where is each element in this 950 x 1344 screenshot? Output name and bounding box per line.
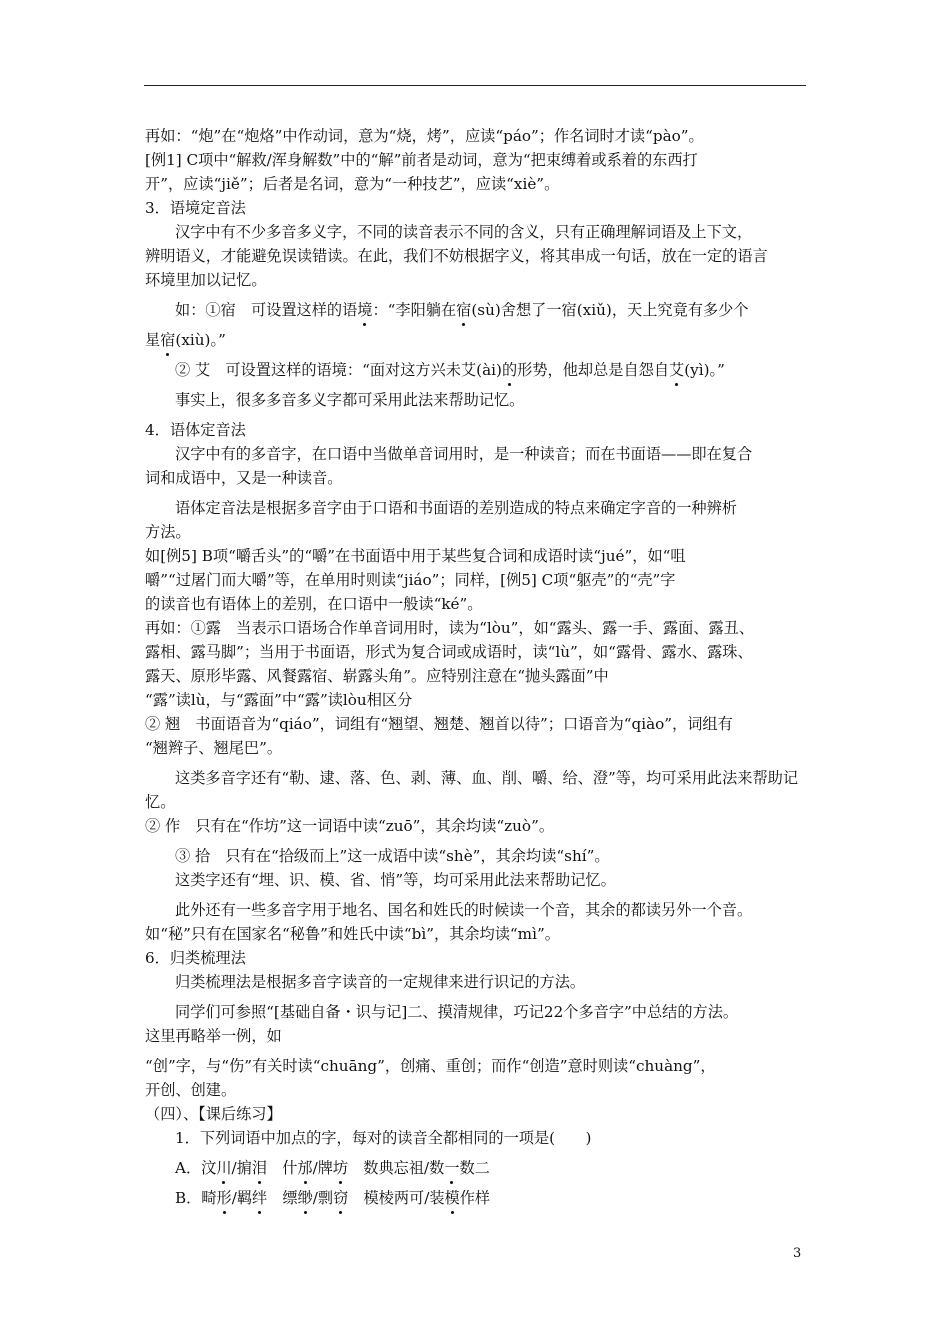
text-line: 归类梳理法是根据多音字读音的一定规律来进行识记的方法。 bbox=[175, 973, 586, 991]
emphasis-dot-char: 模 bbox=[445, 1186, 460, 1210]
page-number: 3 bbox=[793, 1246, 802, 1261]
text-line: 环境里加以记忆。 bbox=[145, 271, 267, 289]
text-line: 再如：“炮”在“炮烙”中作动词，意为“烧，烤”，应读“páo”；作名词时才读“pào”。 bbox=[145, 127, 704, 145]
text-line: 这里再略举一例，如 bbox=[145, 1027, 282, 1045]
text-line: 如：①宿 可设置这样的语境：“李阳躺在宿(sù)舍想了一宿(xiǔ)，天上究竟有多少个 bbox=[145, 298, 810, 322]
document-body bbox=[145, 124, 810, 1210]
text-line: 3．语境定音法 bbox=[145, 199, 246, 217]
text-line: （四）、【课后练习】 bbox=[145, 1105, 282, 1123]
emphasis-dot-char: 缈 bbox=[298, 1186, 313, 1210]
text-line: 词和成语中，又是一种读音。 bbox=[145, 469, 343, 487]
text-line: ② 艾 可设置这样的语境：“面对这方兴未艾(ài)的形势，他却总是自怨自艾(yì)。” bbox=[145, 358, 810, 382]
text-line: 的读音也有语体上的差别，在口语中一般读“ké”。 bbox=[145, 595, 483, 613]
text-line: A．汶川/掮泪 什邡/牌坊 数典忘祖/数一数二 bbox=[145, 1156, 810, 1180]
emphasis-dot-char: 泪 bbox=[252, 1156, 267, 1180]
text-line: 如“秘”只有在国家名“秘鲁”和姓氏中读“bì”，其余均读“mì”。 bbox=[145, 925, 560, 943]
text-line: 再如：①露 当表示口语场合作单音词用时，读为“lòu”，如“露头、露一手、露面、露丑、 bbox=[145, 619, 755, 637]
text-line: 辨明语义，才能避免误读错读。在此，我们不妨根据字义，将其串成一句话，放在一定的语言 bbox=[145, 247, 768, 265]
text-line: 忆。 bbox=[145, 793, 176, 811]
text-line: 开创、创建。 bbox=[145, 1081, 237, 1099]
text-line: 这类字还有“埋、识、模、省、悄”等，均可采用此法来帮助记忆。 bbox=[175, 871, 616, 889]
emphasis-dot-char: 艾 bbox=[669, 358, 684, 382]
emphasis-dot-char: 的 bbox=[502, 358, 517, 382]
emphasis-dot-char: 境 bbox=[357, 298, 372, 322]
emphasis-dot-char: 坊 bbox=[333, 1156, 348, 1180]
text-line: 如[例5] B项“嚼舌头”的“嚼”在书面语中用于某些复合词和成语时读“jué”，如“咀 bbox=[145, 547, 686, 565]
text-line: 6．归类梳理法 bbox=[145, 949, 246, 967]
text-line: 露相、露马脚”；当用于书面语，形式为复合词或成语时，读“lù”，如“露骨、露水、露珠、 bbox=[145, 643, 753, 661]
emphasis-dot-char: 宿 bbox=[160, 328, 175, 352]
text-line: 4．语体定音法 bbox=[145, 421, 246, 439]
text-line: “创”字，与“伤”有关时读“chuāng”，创痛、重创；而作“创造”意时则读“chuàng”， bbox=[145, 1057, 716, 1075]
header-rule bbox=[144, 85, 806, 86]
text-line: “翘辫子、翘尾巴”。 bbox=[145, 739, 283, 757]
text-line: 1．下列词语中加点的字，每对的读音全都相同的一项是( ) bbox=[175, 1129, 592, 1147]
emphasis-dot-char: 一 bbox=[444, 1156, 459, 1180]
emphasis-dot-char: 宿 bbox=[456, 298, 471, 322]
emphasis-dot-char: 邡 bbox=[297, 1156, 312, 1180]
text-line: 事实上，很多多音多义字都可采用此法来帮助记忆。 bbox=[175, 391, 525, 409]
text-line: 方法。 bbox=[145, 523, 191, 541]
text-line: B．畸形/羁绊 缥缈/剽窃 模棱两可/装模作样 bbox=[145, 1186, 810, 1210]
emphasis-dot-char: 绊 bbox=[252, 1186, 267, 1210]
text-line: 此外还有一些多音字用于地名、国名和姓氏的时候读一个音，其余的都读另外一个音。 bbox=[175, 901, 753, 919]
text-line: 同学们可参照“[基础自备・识与记]二、摸清规律，巧记22个多音字”中总结的方法。 bbox=[175, 1003, 739, 1021]
text-line: 这类多音字还有“勒、逮、落、色、剥、薄、血、削、嚼、给、澄”等，均可采用此法来帮助记 bbox=[175, 769, 799, 787]
emphasis-dot-char: 窃 bbox=[333, 1186, 348, 1210]
text-line: 嚼”“过屠门而大嚼”等，在单用时则读“jiáo”；同样，[例5] C项“躯壳”的“壳”字 bbox=[145, 571, 676, 589]
text-line: 汉字中有不少多音多义字，不同的读音表示不同的含义，只有正确理解词语及上下文， bbox=[175, 223, 753, 241]
text-line: 星宿(xiù)。” bbox=[145, 328, 810, 352]
text-line: ② 翘 书面语音为“qiáo”，词组有“翘望、翘楚、翘首以待”；口语音为“qiào”，词组有 bbox=[145, 715, 733, 733]
emphasis-dot-char: 川 bbox=[216, 1156, 231, 1180]
emphasis-dot-char: 形 bbox=[217, 1186, 232, 1210]
text-line: 开”，应读“jiě”；后者是名词，意为“一种技艺”，应读“xiè”。 bbox=[145, 175, 560, 193]
text-line: 汉字中有的多音字，在口语中当做单音词用时，是一种读音；而在书面语——即在复合 bbox=[175, 445, 753, 463]
text-line: ③ 拾 只有在“拾级而上”这一成语中读“shè”，其余均读“shí”。 bbox=[175, 847, 610, 865]
text-line: ② 作 只有在“作坊”这一词语中读“zuō”，其余均读“zuò”。 bbox=[145, 817, 555, 835]
text-line: 语体定音法是根据多音字由于口语和书面语的差别造成的特点来确定字音的一种辨析 bbox=[175, 499, 737, 517]
text-line: 露天、原形毕露、风餐露宿、崭露头角”。应特别注意在“抛头露面”中 bbox=[145, 667, 609, 685]
text-line: “露”读lù，与“露面”中“露”读lòu相区分 bbox=[145, 691, 413, 709]
text-line: [例1] C项中“解救/浑身解数”中的“解”前者是动词，意为“把束缚着或系着的东西打 bbox=[145, 151, 698, 169]
